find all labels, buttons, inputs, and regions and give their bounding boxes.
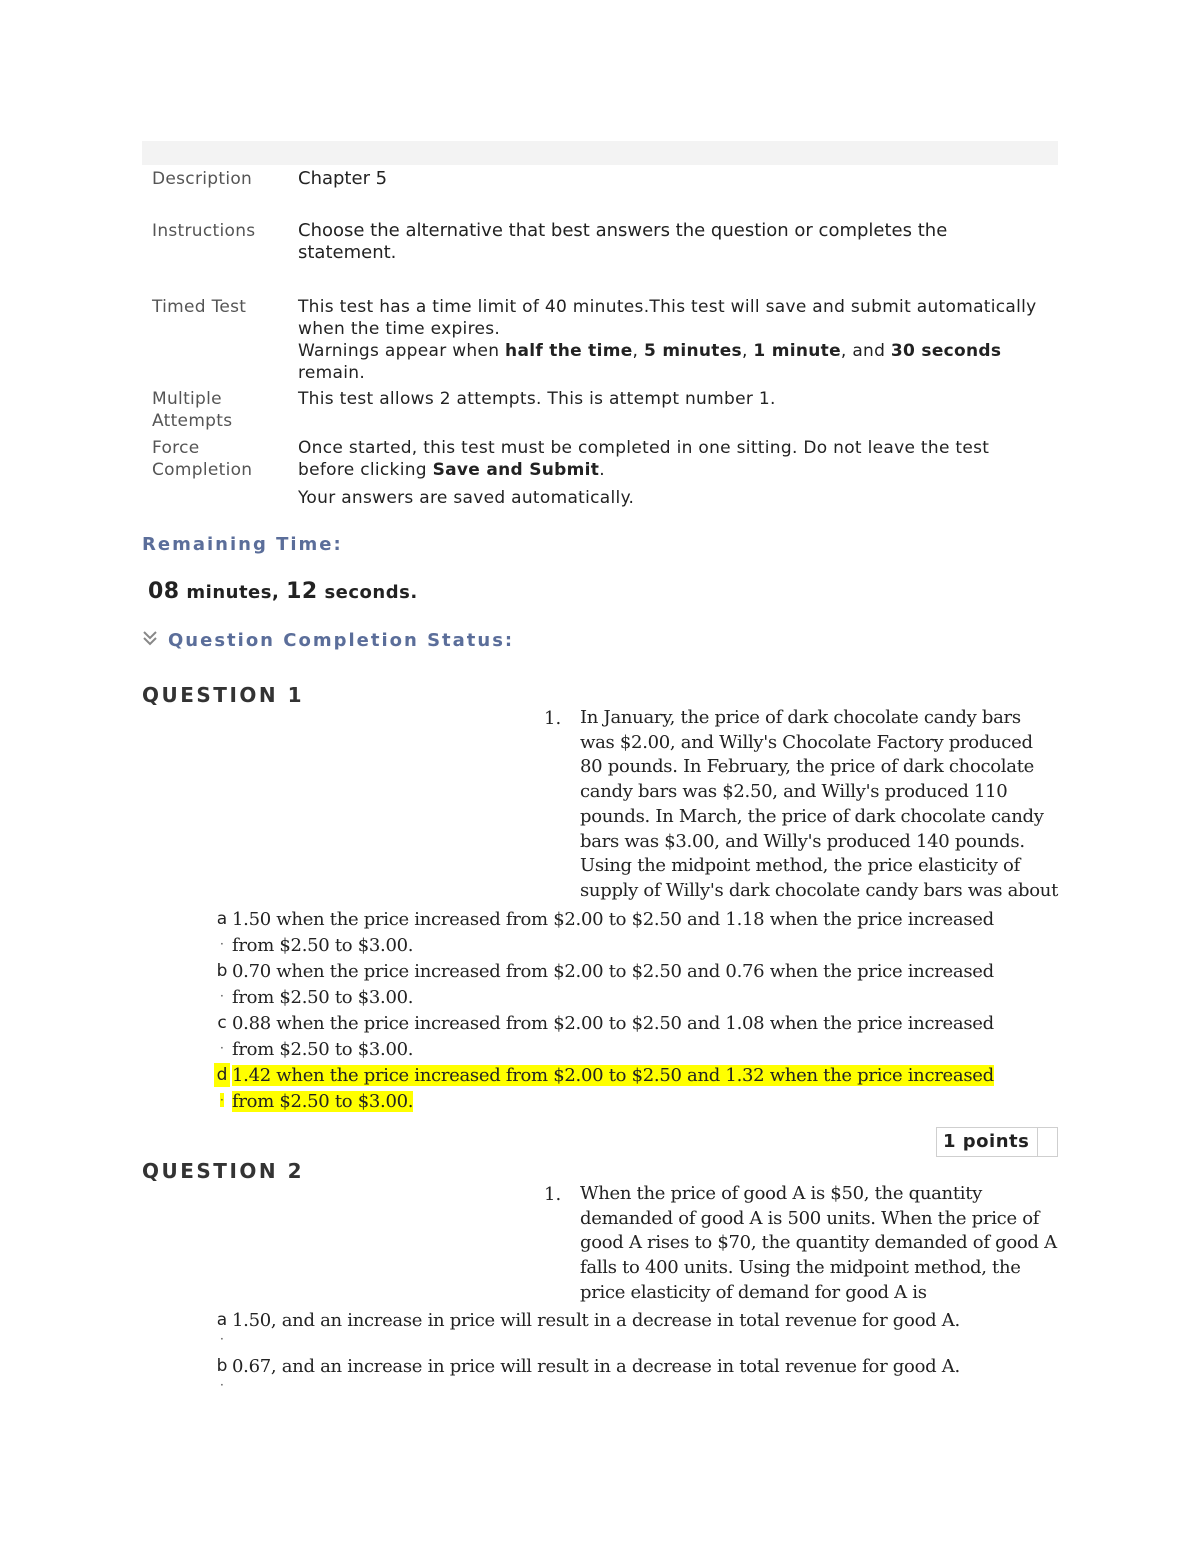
option-bullet: · — [220, 1041, 224, 1055]
timed-test-value — [298, 296, 1038, 384]
remaining-time-value: 08 minutes, 12 seconds. — [148, 579, 418, 604]
option-bullet: · — [220, 937, 224, 951]
option-text: 0.67, and an increase in price will result in a decrease in total revenue for good A. — [232, 1356, 960, 1377]
timed-test-label: Timed Test — [152, 297, 247, 317]
question-1-title: QUESTION 1 — [142, 683, 305, 707]
question-1-text: In January, the price of dark chocolate candy bars was $2.00, and Willy's Chocolate Factory produced 80 pounds. In February, the price of dark chocolate candy bars was $2.50, and Willy's produced 110 pounds. In March, the price of dark chocolate candy bars was $3.00, and Willy's produced 140 pounds. Using the midpoint method, the price elasticity of supply of Willy's dark chocolate candy bars was about — [580, 707, 1059, 901]
option-text: 1.50 when the price increased from $2.00 to $2.50 and 1.18 when the price increased from $2.50 to $3.00. — [232, 909, 994, 956]
question-2-text: When the price of good A is $50, the quantity demanded of good A is 500 units. When the price of good A rises to $70, the quantity demanded of good A falls to 400 units. Using the midpoint method, the price elasticity of demand for good A is — [580, 1183, 1057, 1303]
question-2-points-box — [936, 1127, 1058, 1157]
force-completion-value — [298, 437, 1038, 509]
question-1-number: 1. — [544, 708, 562, 729]
option-letter: a — [216, 909, 228, 929]
remaining-time-label: Remaining Time: — [142, 534, 343, 555]
option-letter: c — [217, 1013, 227, 1033]
double-chevron-down-icon — [142, 630, 160, 650]
question-completion-status-label: Question Completion Status: — [168, 630, 515, 651]
instructions-value: Choose the alternative that best answers the question or completes the statement. — [298, 220, 948, 263]
option-letter: b — [216, 961, 228, 981]
instructions-label: Instructions — [152, 221, 256, 241]
time-limit-text: This test has a time limit of 40 minutes.This test will save and submit automatically when the time expires. — [298, 297, 1037, 339]
option-text: 1.42 when the price increased from $2.00 to $2.50 and 1.32 when the price increased from $2.50 to $3.00. — [232, 1065, 994, 1112]
description-label: Description — [152, 169, 253, 189]
force-completion-text: Once started, this test must be completed in one sitting. Do not leave the test before clicking Save and Submit. — [298, 438, 990, 480]
option-text: 0.70 when the price increased from $2.00 to $2.50 and 0.76 when the price increased from $2.50 to $3.00. — [232, 961, 994, 1008]
test-info-header-bar — [142, 141, 1058, 165]
multiple-attempts-label: Multiple Attempts — [152, 389, 233, 431]
question-2-title: QUESTION 2 — [142, 1159, 305, 1183]
option-letter: d — [214, 1063, 230, 1087]
warnings-text: Warnings appear when half the time, 5 minutes, 1 minute, and 30 seconds remain. — [298, 341, 1002, 383]
option-bullet: · — [220, 1332, 224, 1346]
option-text: 0.88 when the price increased from $2.00 to $2.50 and 1.08 when the price increased from $2.50 to $3.00. — [232, 1013, 994, 1060]
option-text: 1.50, and an increase in price will result in a decrease in total revenue for good A. — [232, 1310, 960, 1331]
option-letter: a — [216, 1310, 228, 1330]
option-letter: b — [216, 1356, 228, 1376]
answers-saved-note: Your answers are saved automatically. — [298, 488, 635, 508]
force-completion-label: Force Completion — [152, 438, 253, 480]
option-bullet: · — [220, 1093, 224, 1107]
points-label: 1 points — [943, 1131, 1030, 1152]
option-bullet: · — [220, 1378, 224, 1392]
question-2-number: 1. — [544, 1184, 562, 1205]
multiple-attempts-value: This test allows 2 attempts. This is attempt number 1. — [298, 389, 776, 409]
description-value: Chapter 5 — [298, 168, 388, 189]
points-cell — [1037, 1128, 1057, 1156]
option-bullet: · — [220, 989, 224, 1003]
